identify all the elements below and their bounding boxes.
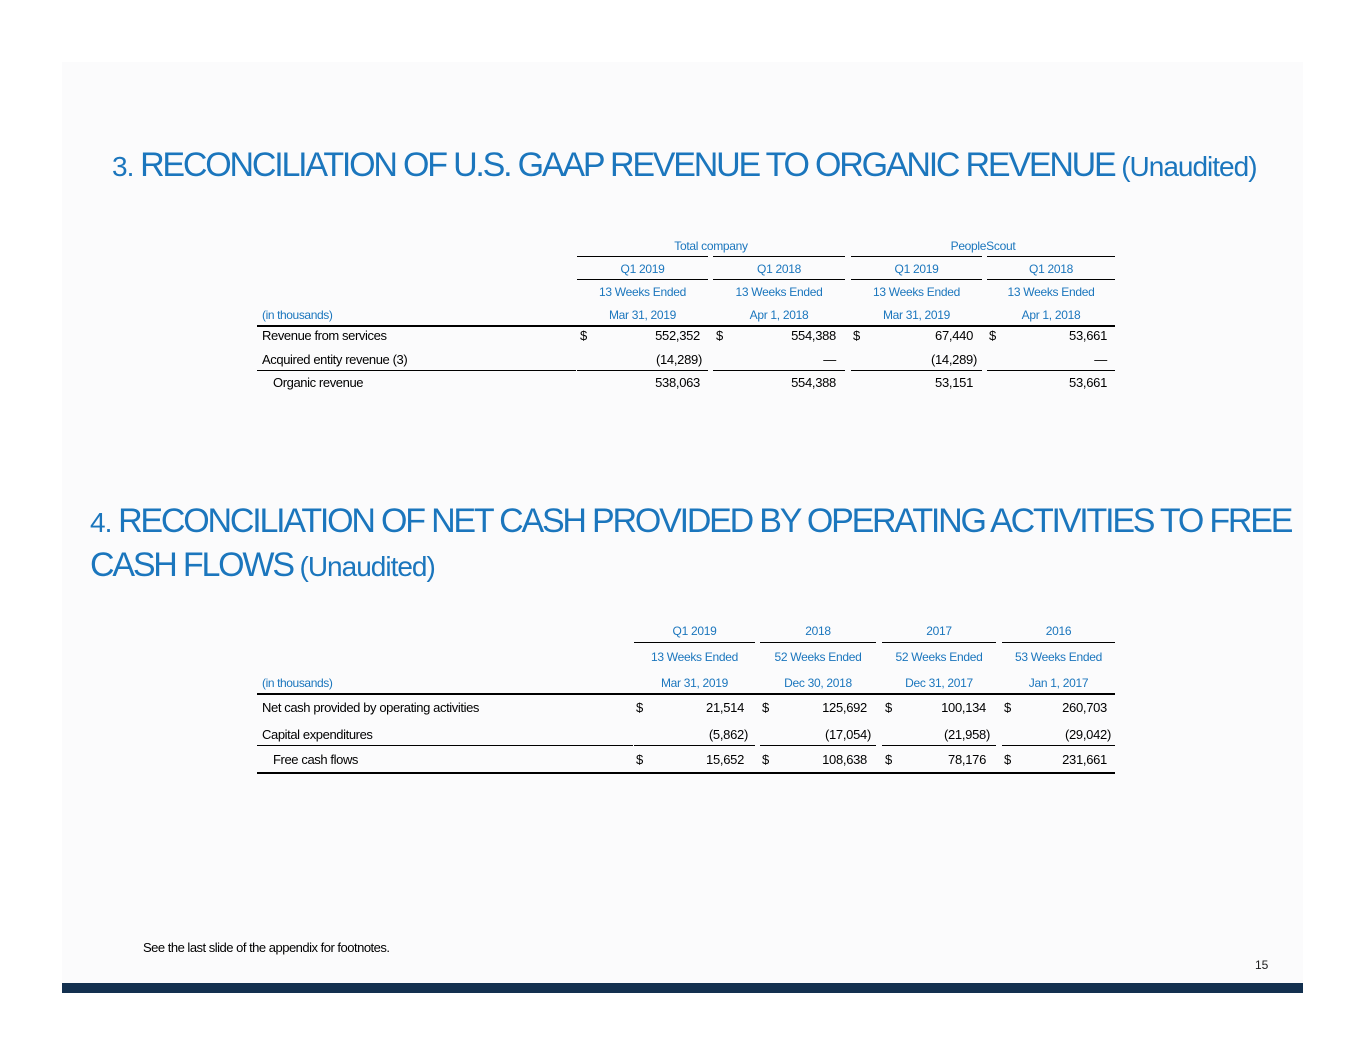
table-rule	[760, 745, 876, 746]
units-label: (in thousands)	[262, 308, 333, 322]
dollar-sign: $	[1004, 700, 1012, 715]
header-rule	[987, 256, 1115, 257]
section-4-heading-line1: RECONCILIATION OF NET CASH PROVIDED BY OPERATING ACTIVITIES TO FREE	[118, 502, 1292, 540]
dollar-sign: $	[716, 328, 724, 343]
dollar-sign: $	[1004, 752, 1012, 767]
table-cell: 53,661	[1069, 375, 1107, 390]
dollar-sign: $	[580, 328, 588, 343]
section-4-title-line2	[90, 546, 435, 585]
section-3-title	[112, 146, 1257, 185]
row-label-total: Free cash flows	[273, 752, 359, 767]
period-header: Q1 2018	[1029, 262, 1073, 276]
weeks-header: 53 Weeks Ended	[1015, 650, 1102, 664]
dollar-sign: $	[885, 700, 893, 715]
date-header: Mar 31, 2019	[660, 676, 729, 690]
weeks-header: 13 Weeks Ended	[599, 285, 686, 299]
date-header: Mar 31, 2019	[882, 308, 951, 322]
table-cell: —	[1094, 352, 1107, 367]
table-cell: (5,862)	[708, 727, 748, 742]
header-rule	[851, 256, 982, 257]
table-rule	[713, 370, 845, 371]
table-rule	[634, 745, 755, 746]
table-rule-bottom	[257, 772, 1115, 774]
dollar-sign: $	[636, 700, 644, 715]
date-header: Jan 1, 2017	[1028, 676, 1089, 690]
table-rule	[577, 370, 708, 371]
date-header: Mar 31, 2019	[608, 308, 677, 322]
row-label: Revenue from services	[262, 328, 387, 343]
table-cell: (29,042)	[1064, 727, 1111, 742]
header-rule	[634, 642, 755, 643]
table-cell: (14,289)	[655, 352, 702, 367]
dollar-sign: $	[762, 752, 770, 767]
header-rule	[577, 279, 708, 280]
table-cell: 53,151	[935, 375, 973, 390]
header-rule	[760, 642, 876, 643]
weeks-header: 13 Weeks Ended	[651, 650, 738, 664]
table-cell: 554,388	[791, 328, 836, 343]
period-header: Q1 2019	[620, 262, 665, 276]
dollar-sign: $	[885, 752, 893, 767]
dollar-sign: $	[762, 700, 770, 715]
period-header: 2018	[805, 624, 831, 638]
table-cell: 67,440	[935, 328, 973, 343]
weeks-header: 13 Weeks Ended	[873, 285, 960, 299]
weeks-header: 52 Weeks Ended	[774, 650, 862, 664]
section-3-subtitle: (Unaudited)	[1121, 151, 1257, 182]
section-3-number: 3.	[112, 151, 134, 182]
period-header: Q1 2018	[757, 262, 801, 276]
date-header: Apr 1, 2018	[749, 308, 809, 322]
table-rule	[257, 325, 1115, 327]
table-cell: 231,661	[1062, 752, 1107, 767]
section-3-heading: RECONCILIATION OF U.S. GAAP REVENUE TO ORGANIC REVENUE	[140, 146, 1115, 184]
period-header: Q1 2019	[894, 262, 939, 276]
table-cell: (21,958)	[943, 727, 990, 742]
table-rule	[882, 745, 996, 746]
date-header: Dec 31, 2017	[905, 676, 973, 690]
section-4-subtitle: (Unaudited)	[299, 551, 435, 582]
header-rule	[577, 256, 708, 257]
header-rule	[882, 642, 996, 643]
table-rule	[257, 745, 633, 746]
row-label: Capital expenditures	[262, 727, 373, 742]
table-rule	[257, 370, 576, 371]
period-header: 2016	[1045, 624, 1072, 638]
weeks-header: 13 Weeks Ended	[735, 285, 823, 299]
row-label: Net cash provided by operating activities	[262, 700, 480, 715]
units-label: (in thousands)	[262, 676, 333, 690]
dollar-sign: $	[989, 328, 997, 343]
row-label: Acquired entity revenue (3)	[262, 352, 408, 367]
footer-bar	[62, 983, 1303, 993]
table-rule	[1002, 745, 1115, 746]
table-rule	[851, 370, 982, 371]
table-cell: (17,054)	[824, 727, 871, 742]
dollar-sign: $	[853, 328, 861, 343]
table-cell: 260,703	[1062, 700, 1107, 715]
header-rule	[851, 279, 982, 280]
header-rule	[713, 256, 845, 257]
table-cell: 78,176	[948, 752, 986, 767]
table-rule	[987, 370, 1115, 371]
period-header: 2017	[926, 624, 952, 638]
table-cell: (14,289)	[930, 352, 977, 367]
weeks-header: 13 Weeks Ended	[1007, 285, 1095, 299]
table-cell: —	[823, 352, 836, 367]
group-header-total-company: Total company	[674, 239, 748, 253]
table-cell: 100,134	[941, 700, 986, 715]
section-4-number: 4.	[90, 507, 112, 538]
page-number: 15	[1255, 958, 1269, 972]
section-4-title	[90, 502, 1291, 541]
table-cell: 554,388	[791, 375, 836, 390]
table-cell: 53,661	[1069, 328, 1107, 343]
group-header-peoplescout: PeopleScout	[950, 239, 1016, 253]
row-label-total: Organic revenue	[273, 375, 364, 390]
date-header: Dec 30, 2018	[784, 676, 852, 690]
table-cell: 538,063	[655, 375, 700, 390]
date-header: Apr 1, 2018	[1021, 308, 1081, 322]
weeks-header: 52 Weeks Ended	[895, 650, 983, 664]
dollar-sign: $	[636, 752, 644, 767]
header-rule	[1002, 642, 1115, 643]
table-cell: 108,638	[822, 752, 867, 767]
table-rule	[257, 693, 1115, 695]
section-4-heading-line2: CASH FLOWS	[90, 546, 293, 584]
table-cell: 21,514	[706, 700, 744, 715]
table-cell: 125,692	[822, 700, 867, 715]
header-rule	[713, 279, 845, 280]
table-cell: 15,652	[706, 752, 744, 767]
period-header: Q1 2019	[672, 624, 717, 638]
header-rule	[987, 279, 1115, 280]
footnote: See the last slide of the appendix for footnotes.	[143, 940, 390, 955]
table-cell: 552,352	[655, 328, 700, 343]
